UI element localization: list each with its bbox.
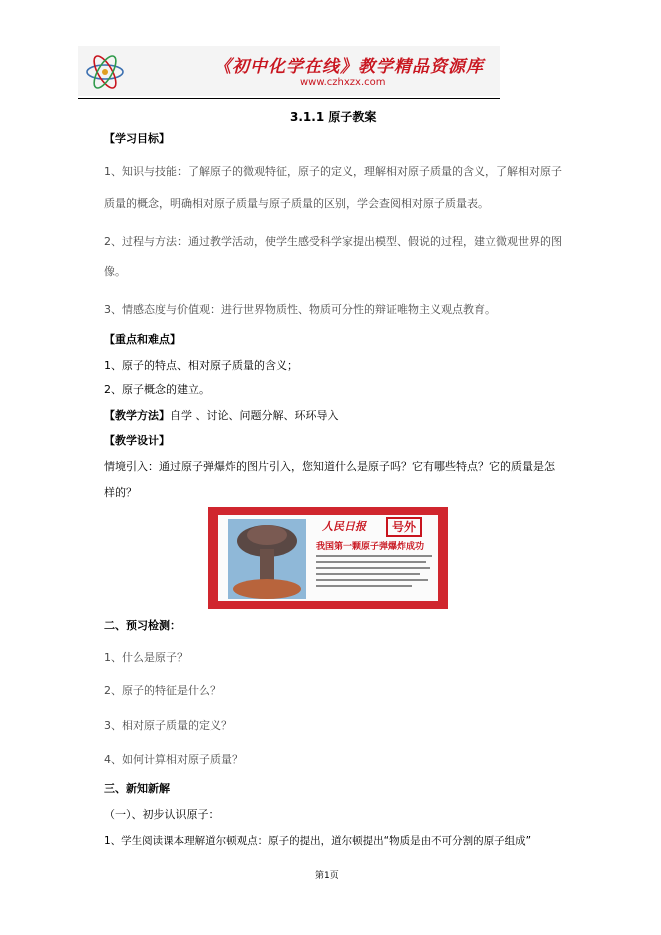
text-line bbox=[316, 579, 428, 581]
goal-1-line-1: 1、知识与技能：了解原子的微观特征，原子的定义，理解相对原子质量的含义，了解相对原子 bbox=[104, 165, 562, 178]
brand-title: 《初中化学在线》教学精品资源库 bbox=[214, 57, 484, 77]
text-line bbox=[316, 573, 420, 575]
mushroom-cloud-icon bbox=[228, 519, 306, 599]
section-heading-goals: 【学习目标】 bbox=[104, 132, 170, 145]
keypoint-1: 1、原子的特点、相对原子质量的含义； bbox=[104, 359, 298, 372]
newspaper-masthead: 人民日报 bbox=[322, 520, 366, 533]
text-line bbox=[316, 555, 432, 557]
brand-url: www.czhxzx.com bbox=[300, 77, 386, 88]
intro-line-1: 情境引入：通过原子弹爆炸的图片引入，您知道什么是原子吗？它有哪些特点？它的质量是怎 bbox=[104, 460, 555, 473]
method-text: 自学 、讨论、问题分解、环环导入 bbox=[170, 409, 339, 422]
preview-question-3: 3、相对原子质量的定义？ bbox=[104, 719, 232, 732]
preview-question-1: 1、什么是原子？ bbox=[104, 651, 188, 664]
section-heading-design: 【教学设计】 bbox=[104, 434, 170, 447]
section-heading-preview: 二、预习检测： bbox=[104, 619, 181, 632]
extra-edition-label: 号外 bbox=[386, 517, 422, 537]
goal-2-line-1: 2、过程与方法：通过教学活动，使学生感受科学家提出模型、假说的过程，建立微观世界的图 bbox=[104, 235, 562, 248]
header-divider bbox=[78, 98, 500, 99]
text-line bbox=[316, 567, 430, 569]
goal-1-line-2: 质量的概念，明确相对原子质量与原子质量的区别，学会查阅相对原子质量表。 bbox=[104, 197, 489, 210]
goal-3: 3、情感态度与价值观：进行世界物质性、物质可分性的辩证唯物主义观点教育。 bbox=[104, 303, 496, 316]
preview-question-4: 4、如何计算相对原子质量？ bbox=[104, 753, 243, 766]
intro-line-2: 样的？ bbox=[104, 486, 137, 499]
section-heading-new: 三、新知新解 bbox=[104, 782, 170, 795]
atom-logo-icon bbox=[82, 50, 128, 94]
newspaper-headline: 我国第一颗原子弹爆炸成功 bbox=[316, 542, 425, 552]
goal-2-line-2: 像。 bbox=[104, 265, 126, 278]
reading-line: 1、学生阅读课本理解道尔顿观点：原子的提出，道尔顿提出“物质是由不可分割的原子组成” bbox=[104, 835, 532, 847]
newspaper-page bbox=[218, 515, 438, 601]
preview-question-2: 2、原子的特征是什么？ bbox=[104, 684, 221, 697]
text-line bbox=[316, 561, 426, 563]
subsection-heading-1: （一）、初步认识原子： bbox=[104, 808, 220, 821]
section-heading-keypoints: 【重点和难点】 bbox=[104, 333, 181, 346]
section-heading-method: 【教学方法】 bbox=[104, 409, 170, 422]
page-number: 第1页 bbox=[315, 871, 339, 881]
keypoint-2: 2、原子概念的建立。 bbox=[104, 383, 210, 396]
document-title: 3.1.1 原子教案 bbox=[290, 110, 377, 124]
method-line bbox=[104, 409, 339, 423]
newspaper-figure bbox=[208, 507, 448, 609]
text-line bbox=[316, 585, 412, 587]
